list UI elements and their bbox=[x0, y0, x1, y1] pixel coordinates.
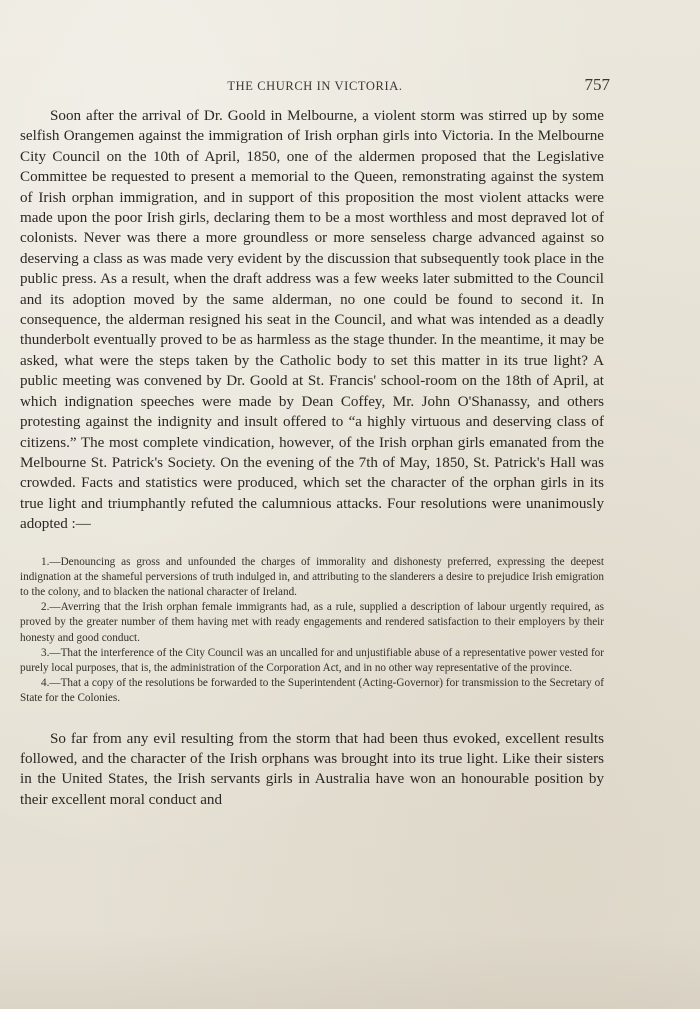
paper-shading bbox=[0, 929, 700, 1009]
page-header bbox=[20, 75, 610, 99]
page-body bbox=[20, 106, 604, 810]
resolution-item: 4.—That a copy of the resolutions be forwarded to the Superintendent (Acting-Governor) for transmission to the Secretary of State for the Colonies. bbox=[20, 677, 604, 705]
page-number: 757 bbox=[584, 75, 610, 94]
running-head: THE CHURCH IN VICTORIA. bbox=[227, 79, 403, 93]
resolutions-list bbox=[20, 555, 604, 707]
resolution-item: 3.—That the interference of the City Council was an uncalled for and unjustifiable abuse of a representative power vested for purely local purposes, that is, the administration of the Corporation Act, and in no other way representative of the province. bbox=[20, 646, 604, 674]
resolution-item: 1.—Denouncing as gross and unfounded the charges of immorality and dishonesty preferred, expressing the deepest indignation at the shameful perversions of truth indulged in, and attributing to the slanderers a desire to prejudice Irish emigration to the colony, and to blacken the national character of Ireland. bbox=[20, 555, 604, 598]
resolution-item: 2.—Averring that the Irish orphan female immigrants had, as a rule, supplied a description of labour urgently required, as proved by the greater number of them having met with ready engagements and rendered satisfaction to their employers by their honesty and good conduct. bbox=[20, 601, 604, 644]
body-paragraph: Soon after the arrival of Dr. Goold in Melbourne, a violent storm was stirred up by some selfish Orangemen against the immigration of Irish orphan girls into Victoria. In the Melbourne City Council on the 10th of April, 1850, one of the aldermen proposed that the Legislative Committee be requested to present a memorial to the Queen, remonstrating against the system of Irish orphan immigration, and in support of this proposition the most violent attacks were made upon the poor Irish girls, declaring them to be a most worthless and most depraved lot of colonists. Never was there a more groundless or more senseless charge advanced against so deserving a class as was made very evident by the discussion that subsequently took place in the public press. As a result, when the draft address was a few weeks later submitted to the Council and its adoption moved by the same alderman, no one could be found to second it. In consequence, the alderman resigned his seat in the Council, and what was intended as a deadly thunderbolt eventually proved to be as harmless as the stage thunder. In the meantime, it may be asked, what were the steps taken by the Catholic body to set this matter in its true light? A public meeting was convened by Dr. Goold at St. Francis' school-room on the 18th of April, at which indignation speeches were made by Dean Coffey, Mr. John O'Shanassy, and others protesting against the indignity and insult offered to “a highly virtuous and deserving class of citizens.” The most complete vindication, however, of the Irish orphan girls emanated from the Melbourne St. Patrick's Society. On the evening of the 7th of May, 1850, St. Patrick's Hall was crowded. Facts and statistics were produced, which set the character of the orphan girls in its true light and triumphantly refuted the calumnious attacks. Four resolutions were unanimously adopted :— bbox=[20, 108, 604, 533]
body-paragraph: So far from any evil resulting from the storm that had been thus evoked, excellent results followed, and the character of the Irish orphans was brought into its true light. Like their sisters in the United States, the Irish servants girls in Australia have won an honourable position by their excellent moral conduct and bbox=[20, 730, 604, 808]
